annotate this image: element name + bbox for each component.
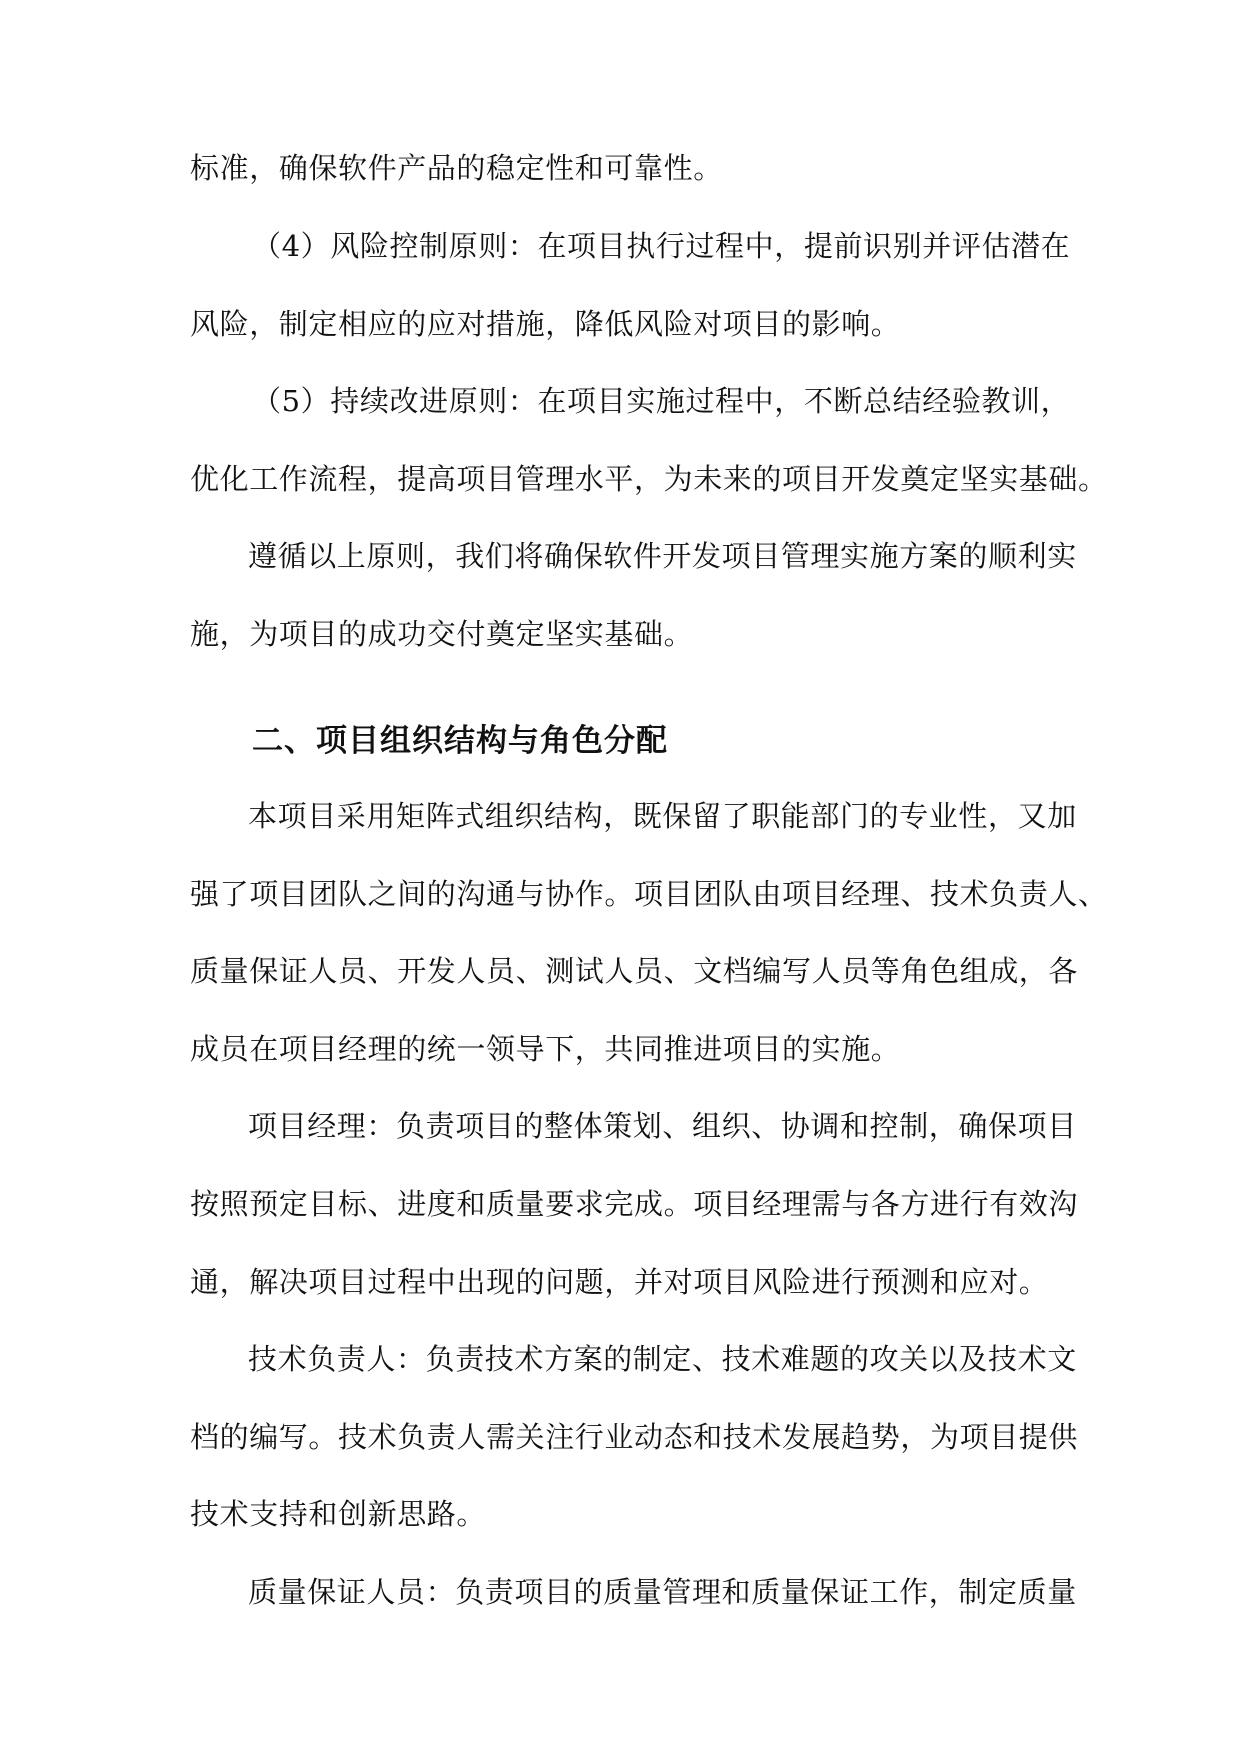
paragraph-line: 技术支持和创新思路。 [190,1497,487,1531]
paragraph-line: 施，为项目的成功交付奠定坚实基础。 [190,617,694,651]
paragraph-line: （4）风险控制原则：在项目执行过程中，提前识别并评估潜在 [252,229,1071,263]
paragraph-line: 标准，确保软件产品的稳定性和可靠性。 [190,151,723,185]
paragraph-line: 优化工作流程，提高项目管理水平，为未来的项目开发奠定坚实基础。 [190,462,1108,496]
paragraph-line: 质量保证人员、开发人员、测试人员、文档编写人员等角色组成，各 [190,954,1079,988]
paragraph-line: 成员在项目经理的统一领导下，共同推进项目的实施。 [190,1032,901,1066]
paragraph-line: （5）持续改进原则：在项目实施过程中，不断总结经验教训， [252,384,1071,418]
paragraph-line: 质量保证人员：负责项目的质量管理和质量保证工作，制定质量 [248,1575,1077,1609]
paragraph-line: 档的编写。技术负责人需关注行业动态和技术发展趋势，为项目提供 [190,1420,1079,1454]
paragraph-line: 技术负责人：负责技术方案的制定、技术难题的攻关以及技术文 [248,1342,1077,1376]
paragraph-line: 强了项目团队之间的沟通与协作。项目团队由项目经理、技术负责人、 [190,877,1108,911]
paragraph-line: 本项目采用矩阵式组织结构，既保留了职能部门的专业性，又加 [248,799,1077,833]
section-heading: 二、项目组织结构与角色分配 [252,723,668,759]
paragraph-line: 项目经理：负责项目的整体策划、组织、协调和控制，确保项目 [248,1109,1077,1143]
paragraph-line: 风险，制定相应的应对措施，降低风险对项目的影响。 [190,307,901,341]
paragraph-line: 遵循以上原则，我们将确保软件开发项目管理实施方案的顺利实 [248,539,1077,573]
paragraph-line: 通，解决项目过程中出现的问题，并对项目风险进行预测和应对。 [190,1265,1049,1299]
paragraph-line: 按照预定目标、进度和质量要求完成。项目经理需与各方进行有效沟 [190,1187,1079,1221]
